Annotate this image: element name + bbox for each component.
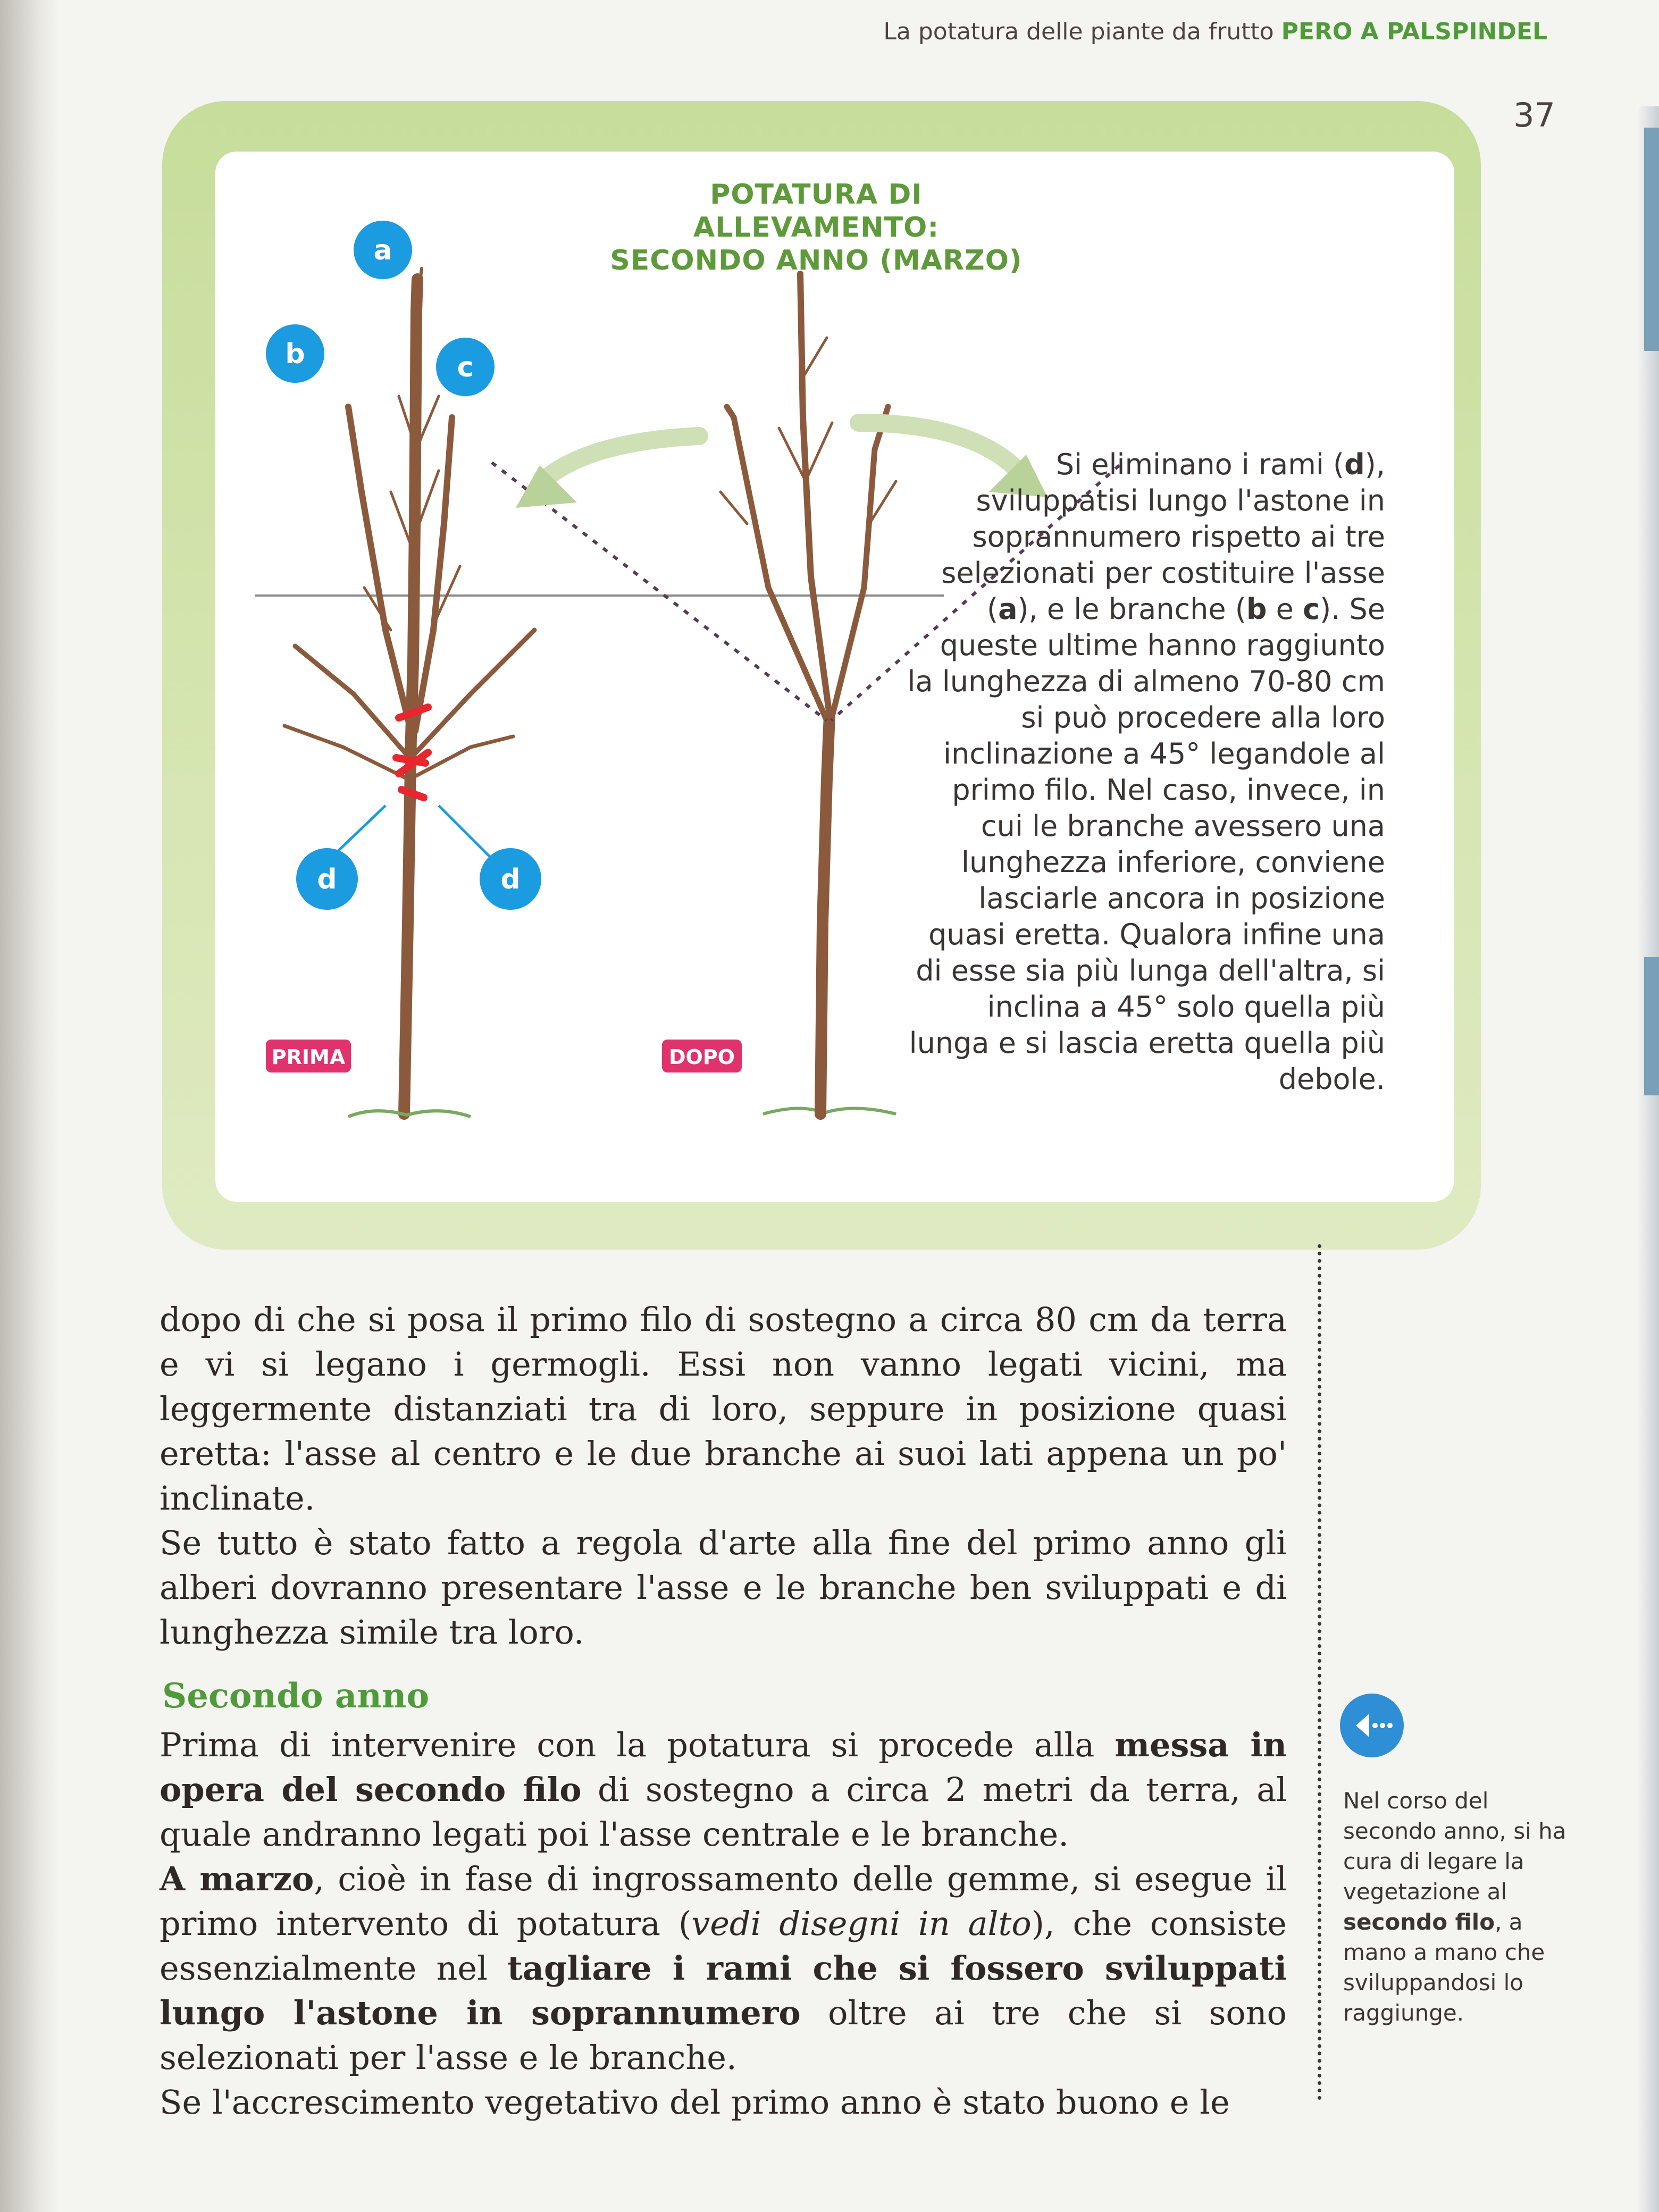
page-number: 37 bbox=[1513, 96, 1555, 135]
paragraph-2: Se tutto è stato fatto a regola d'arte alla fine del primo anno gli alberi dovranno presentare l'asse e le branche ben sviluppati e di lunghezza simile tra loro. bbox=[160, 1523, 1287, 1652]
body-column-bottom bbox=[160, 1723, 1287, 2125]
paragraph-5: Se l'accrescimento vegetativo del primo anno è stato buono e le bbox=[160, 2083, 1230, 2122]
svg-text:PRIMA: PRIMA bbox=[271, 1045, 346, 1069]
body-column-top bbox=[160, 1297, 1287, 1655]
svg-text:d: d bbox=[500, 864, 521, 895]
label-d-right bbox=[480, 848, 541, 910]
side-note: Nel corso del secondo anno, si ha cura di legare la vegetazione al secondo filo, a mano a mano che sviluppandosi lo raggiunge. bbox=[1343, 1788, 1566, 2026]
svg-text:DOPO: DOPO bbox=[668, 1045, 735, 1069]
figure-caption: Si eliminano i rami (d), sviluppatisi lungo l'astone in soprannumero rispetto ai tre selezionati per costituire l'asse (a), e le branche (b e c). Se queste ultime hanno raggiunto la lunghezza di almeno 70-80 cm si può procedere alla loro inclinazione a 45° legandole al primo filo. Nel caso, invece, in cui le branche avessero una lunghezza inferiore, conviene lasciarle ancora in posizione quasi eretta. Qualora infine una di esse sia più lunga dell'altra, si inclina a 45° solo quella più lunga e si lascia eretta quella più debole. bbox=[907, 448, 1385, 1096]
page-gutter-shadow bbox=[0, 0, 58, 2212]
arrow-incline-left bbox=[516, 436, 699, 508]
tree-before-trunk bbox=[404, 279, 417, 1114]
svg-text:b: b bbox=[285, 338, 305, 370]
label-a bbox=[354, 221, 412, 279]
edge-tab bbox=[1644, 128, 1659, 351]
svg-text:d: d bbox=[317, 864, 337, 895]
label-b bbox=[266, 324, 324, 383]
edge-tab bbox=[1644, 957, 1659, 1095]
badge-before bbox=[266, 1040, 351, 1073]
running-head-prefix: La potatura delle piante da frutto bbox=[883, 18, 1274, 45]
side-column-rule bbox=[1318, 1244, 1321, 2100]
branch-b bbox=[348, 407, 411, 731]
label-c bbox=[436, 338, 495, 396]
paragraph-3: Prima di intervenire con la potatura si procede alla messa in opera del secondo filo di sostegno a circa 2 metri da terra, al quale andranno legati poi l'asse centrale e le branche. bbox=[160, 1725, 1287, 1854]
tree-after bbox=[720, 274, 896, 1114]
section-heading: Secondo anno bbox=[162, 1676, 430, 1716]
tree-after-branch-right bbox=[831, 407, 888, 720]
grass-right bbox=[763, 1108, 896, 1114]
svg-text:a: a bbox=[373, 234, 392, 266]
arrow-left-icon bbox=[1340, 1694, 1404, 1757]
paragraph-4: A marzo, cioè in fase di ingrossamento delle gemme, si esegue il primo intervento di potatura (vedi disegni in alto), che consiste essenzialmente nel tagliare i rami che si fossero sviluppati lungo l'astone in soprannumero oltre ai tre che si sono selezionati per l'asse e le branche. bbox=[160, 1859, 1287, 2077]
tree-before bbox=[284, 269, 534, 1114]
page-edge bbox=[1638, 106, 1659, 2212]
badge-after bbox=[662, 1040, 742, 1073]
svg-text:c: c bbox=[457, 351, 474, 383]
figure-title-line1: POTATURA DI ALLEVAMENTO: bbox=[693, 179, 940, 244]
running-head-title: PERO A PALSPINDEL bbox=[1281, 18, 1547, 45]
figure-title bbox=[588, 178, 1045, 277]
figure-title-line2: SECONDO ANNO (MARZO) bbox=[610, 245, 1023, 276]
running-head bbox=[883, 18, 1547, 45]
tree-after-trunk bbox=[820, 715, 830, 1114]
paragraph-1: dopo di che si posa il primo filo di sostegno a circa 80 cm da terra e vi si legano i germogli. Essi non vanno legati vicini, ma leggermente distanziati tra di loro, seppure in posizione quasi eretta: l'asse al centro e le due branche ai suoi lati appena un po' inclinate. bbox=[160, 1300, 1287, 1518]
figure-panel bbox=[215, 152, 1454, 1202]
label-d-left bbox=[296, 848, 358, 910]
